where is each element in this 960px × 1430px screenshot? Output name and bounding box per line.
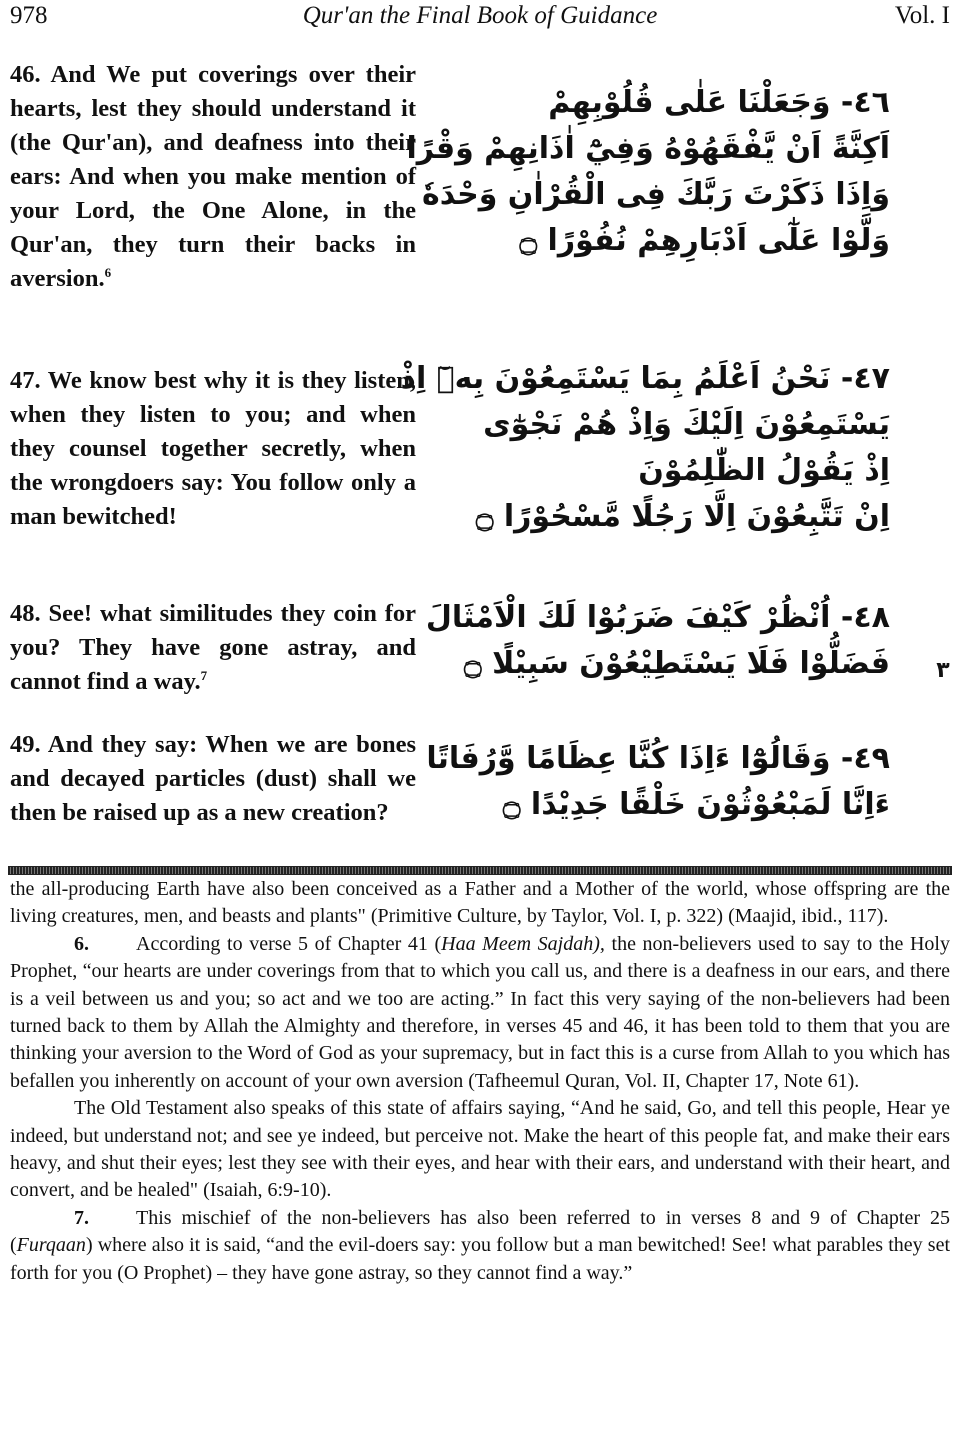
note-paragraph: The Old Testament also speaks of this state of affairs saying, “And he said, Go, and tell this people, Hear ye indeed, but understand not; and see ye indeed, but perceive not. Make the heart of this people fat, and make their ears heavy, and shut their eyes; lest they see with their eyes, and hear with their ears, and understand with their heart, and convert, and be healed" (Isaiah, 6:9-10). — [10, 1097, 950, 1202]
arabic-line: وَاِذَا ذَكَرْتَ رَبَّكَ فِى الْقُرْاٰنِ وَحْدَهٗ — [422, 177, 890, 212]
verse-translation — [10, 58, 416, 296]
arabic-line: ءَاِنَّا لَمَبْعُوْثُوْنَ خَلْقًا جَدِيْدًا ۝ — [502, 787, 890, 822]
verse-number: 49. — [10, 731, 41, 758]
arabic-line: اِنْ تَتَّبِعُوْنَ اِلَّا رَجُلًا مَّسْحُوْرًا ۝ — [475, 499, 890, 534]
page-number: 978 — [10, 2, 48, 29]
arabic-line: اِذْ يَقُوْلُ الظّٰلِمُوْنَ — [638, 453, 890, 488]
verse-translation — [10, 364, 416, 534]
footnotes-section — [10, 876, 950, 1287]
verse-text: And We put coverings over their hearts, lest they should understand it (the Qur'an), and deafness into their ears: And when you make mention of your Lord, the One Alone, in the Qur'an, they turn their backs in aversion. — [10, 61, 417, 292]
note-6 — [10, 931, 950, 1095]
verse-translation — [10, 597, 416, 699]
ruku-marker: ٣ — [936, 658, 950, 683]
note-text: This mischief of the non-believers has also been referred to in verses 8 and 9 of Chapter 25 ( — [10, 1206, 950, 1257]
footnote-ref: 6 — [104, 264, 112, 280]
note-continuation: the all-producing Earth have also been conceived as a Father and a Mother of the world, whose offspring are the living creatures, men, and beasts and plants" (Primitive Culture, by Taylor, Vol. I, p. 322) (Maajid, ibid., 117). — [10, 878, 950, 928]
arabic-line: ٤٨- اُنْظُرْ كَيْفَ ضَرَبُوْا لَكَ الْاَمْثَالَ — [425, 600, 890, 635]
chapter-reference: Haa Meem Sajdah), — [441, 932, 605, 955]
note-text: According to verse 5 of Chapter 41 ( — [136, 932, 442, 955]
arabic-line: ٤٧- نَحْنُ اَعْلَمُ بِمَا يَسْتَمِعُوْنَ بِهٖٓ اِذْ — [400, 361, 890, 396]
arabic-line: فَضَلُّوْا فَلَا يَسْتَطِيْعُوْنَ سَبِيْلًا ۝ — [464, 646, 890, 681]
volume-label: Vol. I — [894, 2, 950, 29]
verses-section — [0, 58, 960, 868]
arabic-line: يَسْتَمِعُوْنَ اِلَيْكَ وَاِذْ هُمْ نَجْوٰٓى — [483, 407, 890, 442]
arabic-line: وَلَّوْا عَلٰٓى اَدْبَارِهِمْ نُفُوْرًا ۝ — [519, 223, 890, 258]
arabic-line: ٤٦- وَجَعَلْنَا عَلٰى قُلُوْبِهِمْ — [548, 85, 890, 120]
footnote-ref: 7 — [200, 667, 208, 683]
verse-number: 46. — [10, 61, 41, 88]
note-number: 6. — [74, 932, 89, 955]
arabic-line: اَكِنَّةً اَنْ يَّفْقَهُوْهُ وَفِيْٓ اٰذَانِهِمْ وَقْرًا — [406, 131, 890, 166]
section-divider — [8, 866, 952, 875]
page-header — [0, 0, 960, 40]
verse-arabic — [400, 356, 890, 540]
chapter-reference: Furqaan — [16, 1234, 86, 1257]
verse-arabic — [425, 595, 890, 687]
note-number: 7. — [74, 1206, 89, 1229]
note-text: the non-believers used to say to the Holy Prophet, “our hearts are under coverings from that to which you call us, and there is a deafness in our ears, and there is a veil between us and you; so act and we too are acting.” In fact this very saying of the non-believers had been turned back to them by Allah the Almighty and therefore, in verses 45 and 46, it has been told to them that you are thinking your aversion to the Word of God as your supremacy, but in fact this is a curse from Allah to you which has befallen you inherently on account of your own aversion (Tafheemul Quran, Vol. II, Chapter 17, Note 61). — [10, 932, 950, 1092]
verse-text: We know best why it is they listen, when they listen to you; and when they counsel together secretly, when the wrongdoers say: You follow only a man bewitched! — [10, 367, 416, 530]
note-7 — [10, 1205, 950, 1287]
book-title: Qur'an the Final Book of Guidance — [302, 2, 658, 29]
verse-number: 48. — [10, 600, 41, 627]
arabic-line: ٤٩- وَقَالُوْٓا ءَاِذَا كُنَّا عِظَامًا وَّرُفَاتًا — [426, 741, 890, 776]
verse-number: 47. — [10, 367, 41, 394]
verse-text: See! what similitudes they coin for you? They have gone astray, and cannot find a way. — [10, 600, 417, 695]
verse-arabic — [426, 736, 890, 828]
verse-arabic — [406, 80, 890, 264]
verse-translation — [10, 728, 416, 830]
note-text: ) where also it is said, “and the evil-doers say: you follow but a man bewitched! See! what parables they set forth for you (O Prophet) – they have gone astray, so they cannot find a way.” — [10, 1234, 950, 1284]
verse-text: And they say: When we are bones and decayed particles (dust) shall we then be raised up as a new creation? — [10, 731, 417, 826]
